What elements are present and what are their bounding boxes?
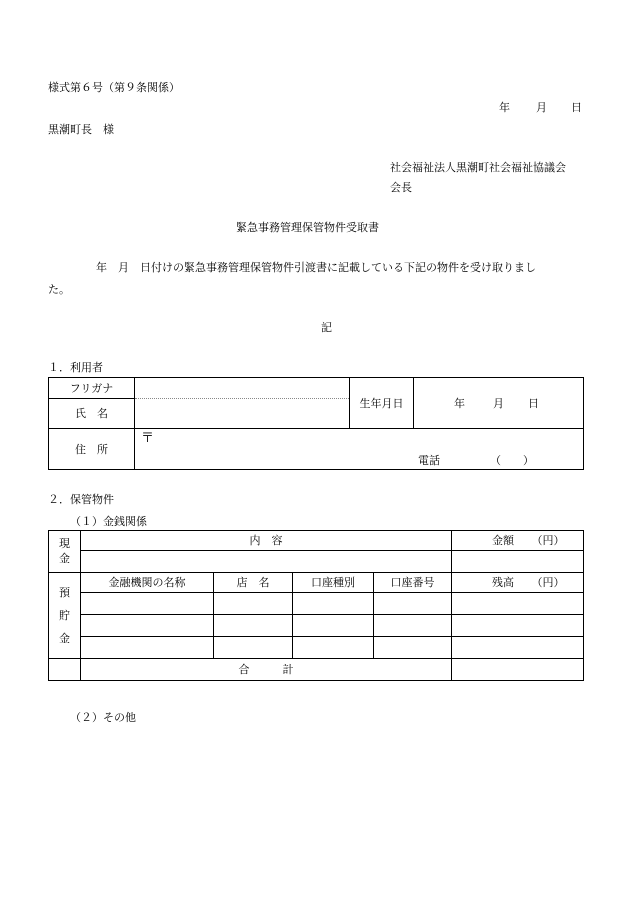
deposit-cell[interactable] (452, 593, 584, 615)
name-label: 氏 名 (49, 399, 135, 429)
deposit-cell[interactable] (81, 593, 214, 615)
deposit-cell[interactable] (374, 615, 452, 637)
date-month: 月 (536, 101, 547, 114)
form-number: 様式第６号（第９条関係） (48, 81, 180, 94)
col-bank-header: 金融機関の名称 (81, 573, 214, 593)
date-year: 年 (499, 101, 510, 114)
name-field[interactable] (135, 399, 350, 429)
balance-label: 残高 (492, 576, 514, 589)
cash-label: 現金 (49, 531, 81, 573)
address-label: 住 所 (49, 429, 135, 470)
deposit-cell[interactable] (374, 637, 452, 659)
total-field[interactable] (452, 659, 584, 681)
postal-mark: 〒 (141, 431, 155, 446)
cash-content-header: 内 容 (81, 531, 452, 551)
birth-month: 月 (493, 397, 504, 410)
birth-date-field[interactable] (414, 378, 584, 429)
body-line-1: 年 月 日付けの緊急事務管理保管物件引渡書に記載している下記の物件を受け取りまし (96, 261, 536, 274)
deposit-cell[interactable] (452, 615, 584, 637)
sender-title: 会長 (390, 181, 412, 194)
deposit-cell[interactable] (452, 637, 584, 659)
deposit-cell[interactable] (293, 593, 374, 615)
deposit-cell[interactable] (374, 593, 452, 615)
body-line-2: た。 (48, 283, 70, 296)
cash-content-field[interactable] (81, 551, 452, 573)
birth-day: 日 (528, 397, 539, 410)
date-day: 日 (571, 101, 582, 114)
deposit-cell[interactable] (293, 637, 374, 659)
deposit-cell[interactable] (214, 637, 293, 659)
col-type-header: 口座種別 (293, 573, 374, 593)
total-left-spacer (49, 659, 81, 681)
sender-org: 社会福祉法人黒潮町社会福祉協議会 (390, 161, 566, 174)
cash-yen-label: （円） (531, 534, 565, 547)
col-branch-header: 店 名 (214, 573, 293, 593)
ki-mark: 記 (321, 321, 332, 334)
cash-amount-field[interactable] (452, 551, 584, 573)
addressee: 黒潮町長 様 (48, 123, 114, 136)
money-subheading: （１）金銭関係 (70, 515, 147, 528)
deposit-cell[interactable] (81, 637, 214, 659)
document-title: 緊急事務管理保管物件受取書 (236, 221, 379, 234)
col-number-header: 口座番号 (374, 573, 452, 593)
phone-parens: （ ） (490, 454, 534, 467)
balance-yen-label: （円） (531, 576, 565, 589)
deposit-cell[interactable] (81, 615, 214, 637)
phone-label: 電話 (418, 454, 440, 467)
furigana-label: フリガナ (49, 378, 135, 399)
birth-label: 生年月日 (350, 378, 414, 429)
address-field[interactable] (135, 429, 584, 470)
deposit-cell[interactable] (214, 593, 293, 615)
cash-amount-header (452, 531, 584, 551)
furigana-field[interactable] (135, 378, 350, 399)
user-table (48, 377, 584, 470)
section-2-heading: ２．保管物件 (48, 493, 114, 506)
deposit-cell[interactable] (293, 615, 374, 637)
col-balance-header (452, 573, 584, 593)
money-table (48, 530, 584, 681)
section-1-heading: １．利用者 (48, 361, 103, 374)
other-subheading: （２）その他 (70, 711, 136, 724)
cash-amount-label: 金額 (492, 534, 514, 547)
birth-year: 年 (454, 397, 465, 410)
total-label: 合 計 (81, 659, 452, 681)
deposit-cell[interactable] (214, 615, 293, 637)
deposit-label: 預 貯 金 (49, 573, 81, 659)
